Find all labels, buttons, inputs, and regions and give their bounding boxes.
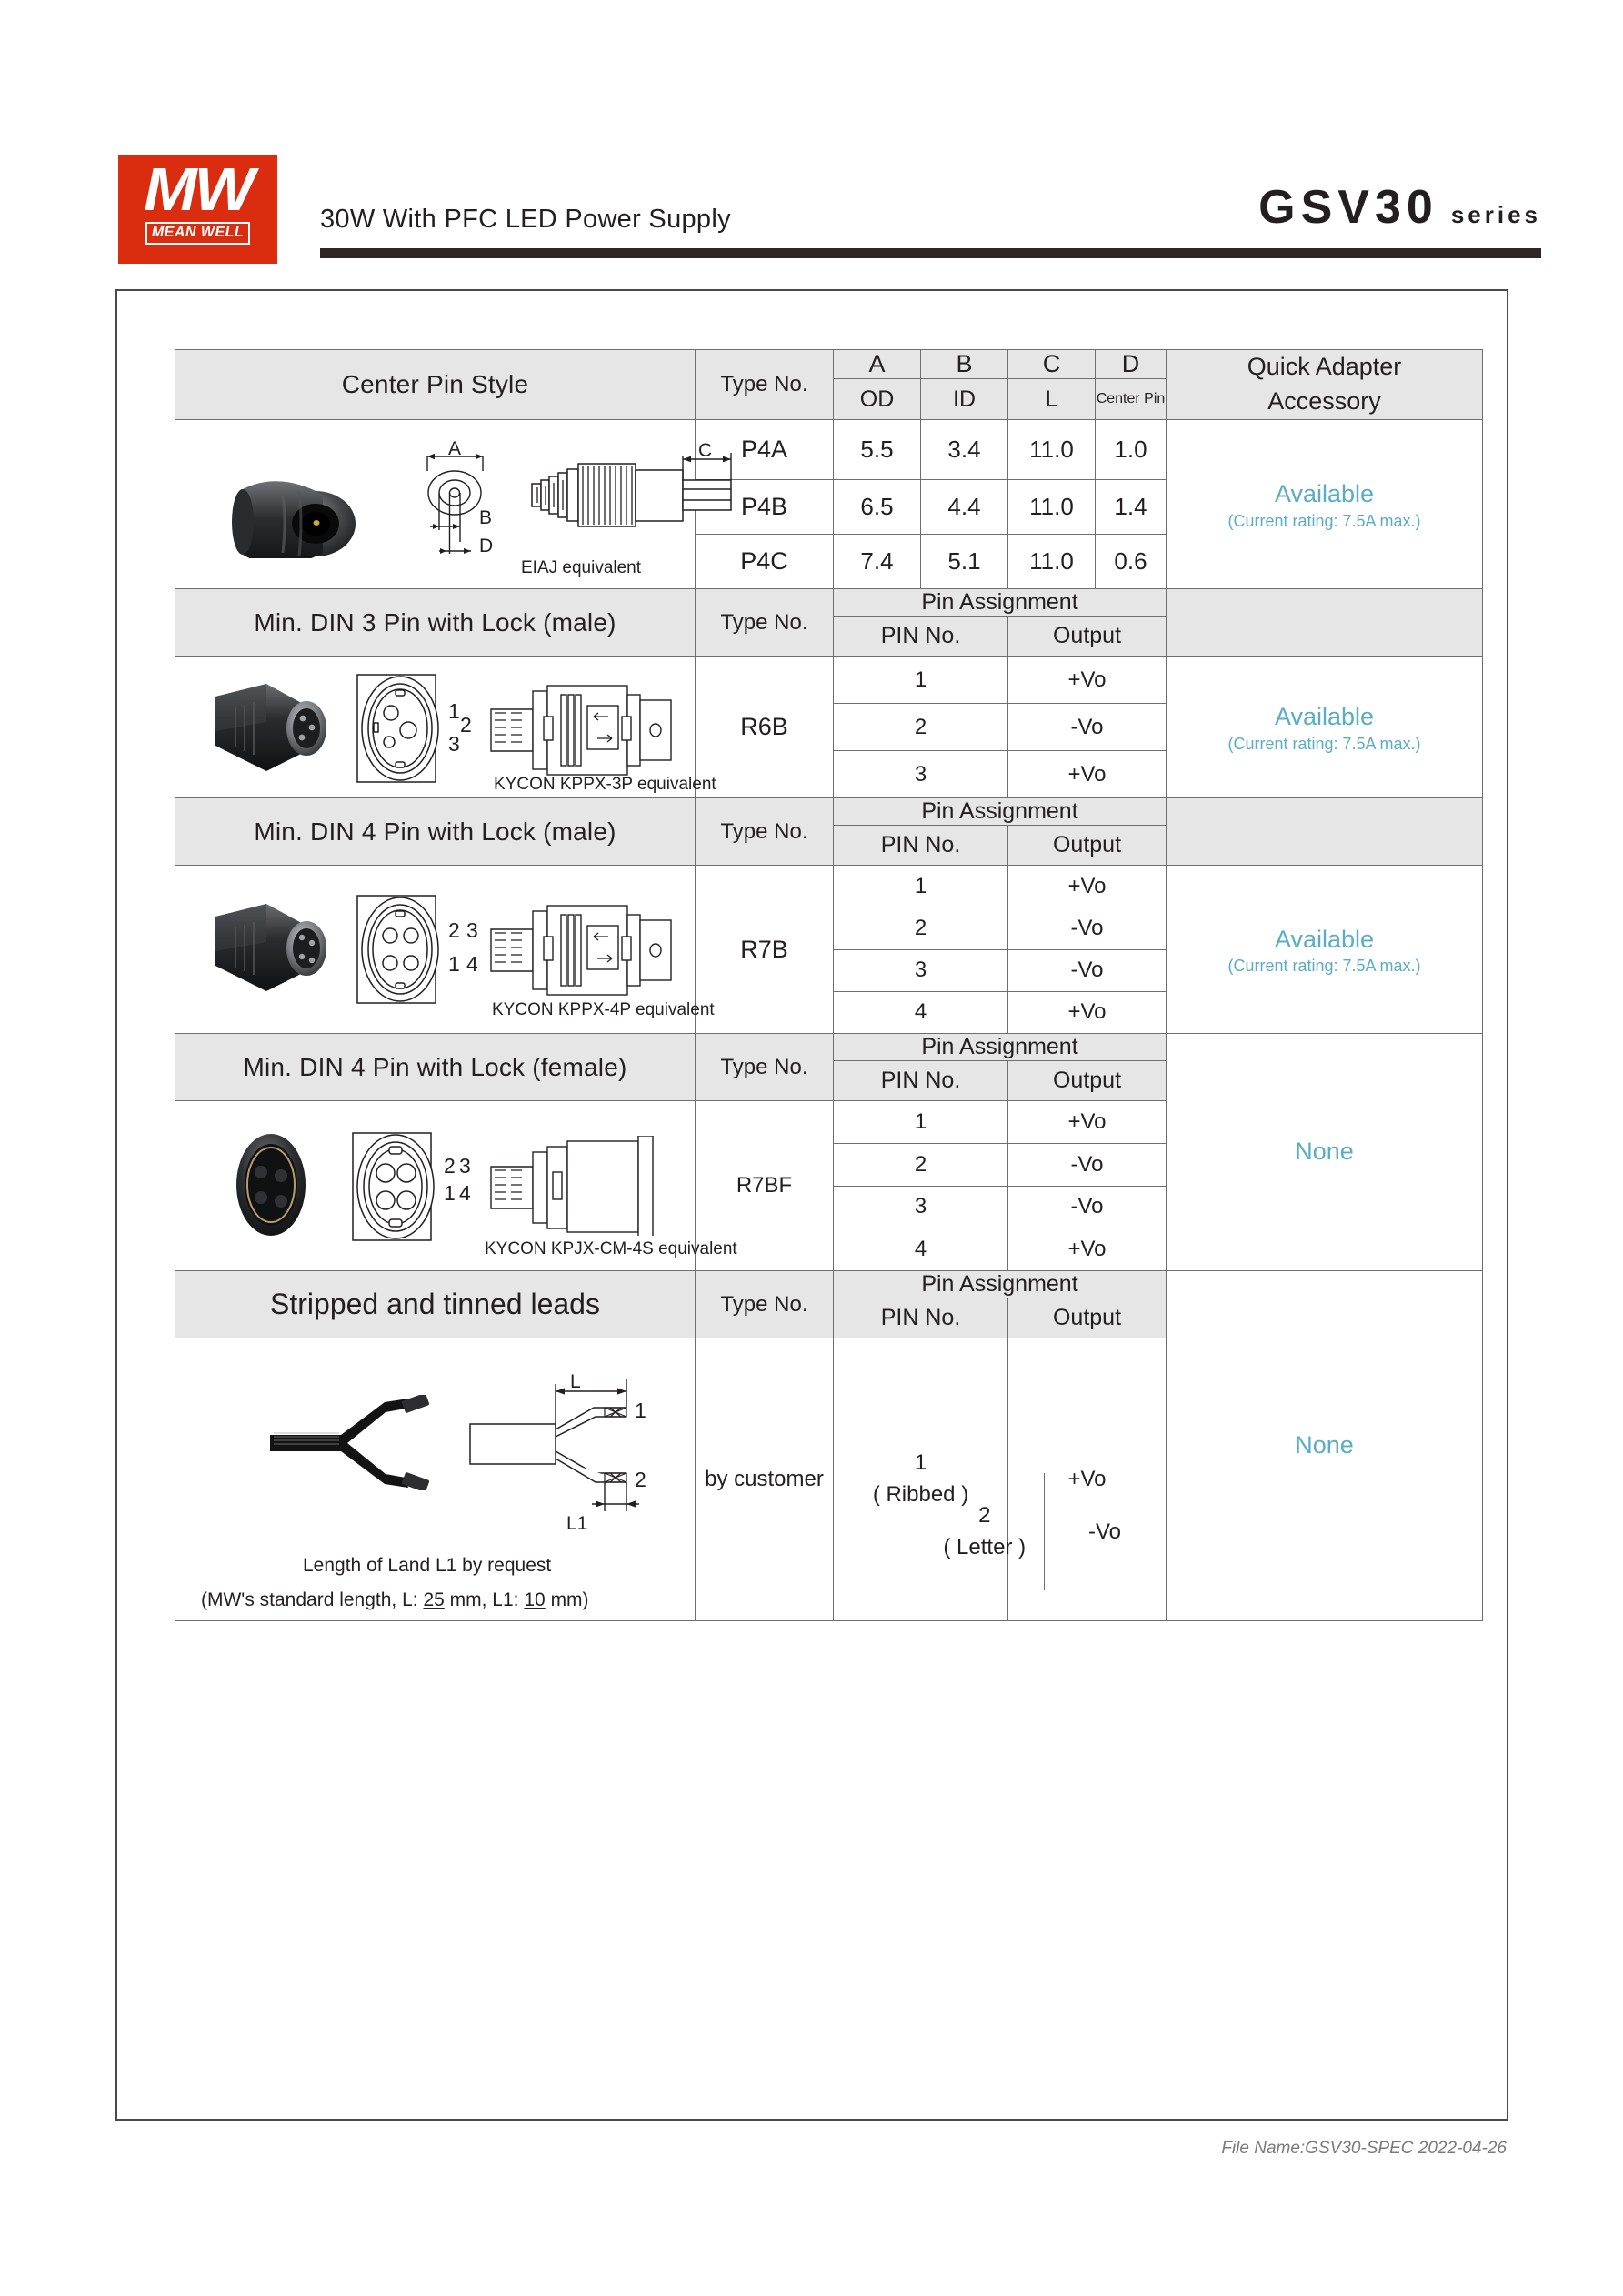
din4m-header-row bbox=[175, 798, 1483, 826]
accessory-status: Available bbox=[1274, 480, 1375, 508]
dim-header-b: B bbox=[921, 350, 1008, 379]
leads-header-row bbox=[175, 1271, 1483, 1298]
din4-male-pin-label-4: 4 bbox=[466, 952, 478, 976]
header-output: Output bbox=[1008, 826, 1167, 866]
header-rule bbox=[320, 248, 1541, 258]
din4m-pin-no-3: 3 bbox=[834, 949, 1008, 991]
leads-diagram-cell bbox=[175, 1338, 696, 1621]
din4f-header-row bbox=[175, 1034, 1483, 1061]
type-no-r7b: R7B bbox=[696, 866, 834, 1034]
header-type-no: Type No. bbox=[696, 350, 834, 420]
header-type-no: Type No. bbox=[696, 798, 834, 866]
accessory-column-header bbox=[1167, 350, 1483, 420]
dimension-label-a: A bbox=[448, 438, 462, 459]
din3-front-view-diagram bbox=[353, 670, 457, 787]
leads-dim-label-l1: L1 bbox=[566, 1513, 588, 1534]
footer-file-name: File Name:GSV30-SPEC 2022-04-26 bbox=[1221, 2139, 1507, 2158]
din4f-output-2: -Vo bbox=[1008, 1143, 1167, 1186]
din4m-output-3: -Vo bbox=[1008, 949, 1167, 991]
din4m-pin-no-1: 1 bbox=[834, 866, 1008, 907]
type-no-p4c: P4C bbox=[696, 535, 834, 589]
dim-subheader-l: L bbox=[1008, 379, 1096, 420]
din3-output-1: +Vo bbox=[1008, 657, 1167, 704]
din4m-pin-no-2: 2 bbox=[834, 907, 1008, 949]
din3-pin-no-3: 3 bbox=[834, 751, 1008, 798]
din4-female-caption: KYCON KPJX-CM-4S equivalent bbox=[485, 1239, 737, 1258]
header-pin-no: PIN No. bbox=[834, 1298, 1008, 1338]
accessory-status: Available bbox=[1274, 703, 1375, 731]
p4b-center-pin: 1.4 bbox=[1096, 480, 1167, 535]
p4a-od: 5.5 bbox=[834, 420, 921, 480]
din4m-pin-no-4: 4 bbox=[834, 991, 1008, 1033]
dim-header-c: C bbox=[1008, 350, 1096, 379]
leads-pin2-row-table bbox=[926, 1473, 1482, 1590]
din4-female-pin-label-1: 1 bbox=[444, 1181, 456, 1205]
accessory-note: (Current rating: 7.5A max.) bbox=[1227, 957, 1421, 976]
din3-side-view-diagram bbox=[489, 678, 698, 778]
din4-male-pin-label-1: 1 bbox=[448, 952, 460, 976]
table-row bbox=[175, 657, 1483, 704]
type-no-by-customer: by customer bbox=[696, 1338, 834, 1621]
din4f-pin-no-2: 2 bbox=[834, 1143, 1008, 1186]
section-title-din3-male: Min. DIN 3 Pin with Lock (male) bbox=[175, 589, 696, 657]
leads-pin-no-cell-2 bbox=[926, 1473, 1044, 1590]
type-no-r6b: R6B bbox=[696, 657, 834, 798]
din4-male-pin-label-2: 2 bbox=[448, 918, 460, 942]
leads-standard-l1-value: 10 bbox=[524, 1589, 546, 1610]
dim-header-d: D bbox=[1096, 350, 1167, 379]
logo-mw-text: MW bbox=[144, 155, 252, 224]
accessory-din3 bbox=[1167, 657, 1483, 798]
din4-female-pin-label-4: 4 bbox=[459, 1181, 471, 1205]
accessory-spacer bbox=[1167, 589, 1483, 657]
header-pin-assignment: Pin Assignment bbox=[834, 1271, 1167, 1298]
din3-diagram-cell bbox=[175, 657, 716, 798]
leads-note-middle: mm, L1: bbox=[449, 1589, 519, 1610]
din4f-pin-no-4: 4 bbox=[834, 1228, 1008, 1271]
accessory-center-pin bbox=[1167, 420, 1483, 589]
din4-female-side-view-diagram bbox=[489, 1136, 685, 1236]
din4m-output-4: +Vo bbox=[1008, 991, 1167, 1033]
dim-header-a: A bbox=[834, 350, 921, 379]
product-subtitle: 30W With PFC LED Power Supply bbox=[320, 205, 731, 234]
leads-note-suffix: mm) bbox=[550, 1589, 589, 1610]
meanwell-logo bbox=[118, 155, 277, 264]
din4-male-connector-photo bbox=[212, 900, 335, 996]
din3-pin-no-1: 1 bbox=[834, 657, 1008, 704]
din4-female-diagram-cell bbox=[175, 1101, 737, 1271]
leads-output-2: -Vo bbox=[1044, 1473, 1166, 1590]
accessory-din4-male bbox=[1167, 866, 1483, 1034]
leads-output-1: +Vo bbox=[1008, 1338, 1167, 1621]
section-title-din4-female: Min. DIN 4 Pin with Lock (female) bbox=[175, 1034, 696, 1101]
dim-subheader-od: OD bbox=[834, 379, 921, 420]
din4-female-front-view-diagram bbox=[348, 1128, 453, 1245]
header-pin-no: PIN No. bbox=[834, 617, 1008, 657]
accessory-spacer bbox=[1167, 798, 1483, 866]
section-title-din4-male: Min. DIN 4 Pin with Lock (male) bbox=[175, 798, 696, 866]
table-row bbox=[926, 1473, 1482, 1590]
barrel-plug-photo bbox=[228, 458, 365, 558]
header-pin-assignment: Pin Assignment bbox=[834, 798, 1167, 826]
table-row bbox=[175, 420, 1483, 480]
dimension-label-c: C bbox=[698, 440, 713, 461]
center-pin-diagram-cell bbox=[175, 420, 713, 589]
p4b-l: 11.0 bbox=[1008, 480, 1096, 535]
din3-output-2: -Vo bbox=[1008, 704, 1167, 751]
dim-subheader-id: ID bbox=[921, 379, 1008, 420]
p4c-od: 7.4 bbox=[834, 535, 921, 589]
header-output: Output bbox=[1008, 1298, 1167, 1338]
p4a-center-pin: 1.0 bbox=[1096, 420, 1167, 480]
din4-male-caption: KYCON KPPX-4P equivalent bbox=[492, 1000, 715, 1019]
din4-male-side-view-diagram bbox=[489, 898, 698, 998]
section-title-center-pin: Center Pin Style bbox=[175, 350, 696, 420]
din4m-output-1: +Vo bbox=[1008, 866, 1167, 907]
connector-options-table bbox=[175, 349, 1483, 1621]
accessory-header-line-2: Accessory bbox=[1267, 387, 1381, 415]
header-pin-assignment: Pin Assignment bbox=[834, 1034, 1167, 1061]
section-title-leads: Stripped and tinned leads bbox=[175, 1271, 696, 1338]
din3-pin-label-1: 1 bbox=[448, 699, 460, 723]
header-type-no: Type No. bbox=[696, 589, 834, 657]
center-pin-header-row bbox=[175, 350, 1483, 379]
din4-male-front-view-diagram bbox=[353, 891, 457, 1008]
header-pin-no: PIN No. bbox=[834, 1061, 1008, 1101]
logo-meanwell-text: MEAN WELL bbox=[145, 222, 250, 245]
p4b-od: 6.5 bbox=[834, 480, 921, 535]
table-row bbox=[175, 866, 1483, 907]
dimension-label-d: D bbox=[479, 536, 494, 556]
p4a-id: 3.4 bbox=[921, 420, 1008, 480]
header-output: Output bbox=[1008, 1061, 1167, 1101]
leads-pin-qualifier-1: ( Ribbed ) bbox=[872, 1482, 969, 1507]
accessory-note: (Current rating: 7.5A max.) bbox=[1227, 511, 1421, 530]
type-no-p4b: P4B bbox=[696, 480, 834, 535]
din3-pin-no-2: 2 bbox=[834, 704, 1008, 751]
din3-output-3: +Vo bbox=[1008, 751, 1167, 798]
header-pin-no: PIN No. bbox=[834, 826, 1008, 866]
center-pin-side-profile-diagram bbox=[530, 447, 771, 547]
model-name: GSV30 bbox=[1258, 181, 1438, 234]
leads-note-prefix: (MW's standard length, L: bbox=[201, 1589, 418, 1610]
din3-connector-photo bbox=[212, 680, 335, 776]
series-word: series bbox=[1450, 201, 1541, 228]
p4a-l: 11.0 bbox=[1008, 420, 1096, 480]
din4f-output-1: +Vo bbox=[1008, 1101, 1167, 1144]
header-pin-assignment: Pin Assignment bbox=[834, 589, 1167, 617]
p4b-id: 4.4 bbox=[921, 480, 1008, 535]
leads-wire-number-1: 1 bbox=[635, 1399, 646, 1422]
type-no-r7bf: R7BF bbox=[696, 1101, 834, 1271]
leads-dim-label-l: L bbox=[570, 1371, 581, 1392]
p4c-center-pin: 0.6 bbox=[1096, 535, 1167, 589]
din4-female-pin-label-3: 3 bbox=[459, 1154, 471, 1178]
stripped-leads-photo bbox=[266, 1395, 466, 1490]
leads-pin-no-2: 2 bbox=[978, 1502, 991, 1528]
din3-pin-label-2: 2 bbox=[460, 713, 472, 737]
din4-female-connector-photo bbox=[221, 1130, 321, 1239]
page-header bbox=[0, 0, 1623, 273]
type-no-p4a: P4A bbox=[696, 420, 834, 480]
din3-caption: KYCON KPPX-3P equivalent bbox=[494, 775, 716, 794]
accessory-header-line-1: Quick Adapter bbox=[1247, 353, 1402, 381]
din4m-output-2: -Vo bbox=[1008, 907, 1167, 949]
leads-pin-no-1: 1 bbox=[914, 1450, 927, 1476]
header-type-no: Type No. bbox=[696, 1271, 834, 1338]
dimension-label-b: B bbox=[479, 507, 493, 528]
center-pin-caption: EIAJ equivalent bbox=[521, 558, 642, 577]
header-output: Output bbox=[1008, 617, 1167, 657]
dim-subheader-center-pin: Center Pin bbox=[1096, 379, 1167, 420]
accessory-status: Available bbox=[1274, 925, 1375, 953]
leads-note-land-length: Length of Land L1 by request bbox=[303, 1555, 552, 1576]
din4f-output-4: +Vo bbox=[1008, 1228, 1167, 1271]
header-type-no: Type No. bbox=[696, 1034, 834, 1101]
accessory-status: None bbox=[1295, 1431, 1354, 1459]
din3-header-row bbox=[175, 589, 1483, 617]
din4-male-pin-label-3: 3 bbox=[466, 918, 478, 942]
stripped-leads-technical-diagram bbox=[466, 1371, 730, 1535]
leads-pin-qualifier-2: ( Letter ) bbox=[943, 1534, 1027, 1559]
din4f-output-3: -Vo bbox=[1008, 1186, 1167, 1228]
din3-pin-label-3: 3 bbox=[448, 732, 460, 756]
p4c-l: 11.0 bbox=[1008, 535, 1096, 589]
din4-female-pin-label-2: 2 bbox=[444, 1154, 456, 1178]
leads-note-standard-length bbox=[201, 1589, 589, 1611]
din4-male-diagram-cell bbox=[175, 866, 715, 1034]
din4f-pin-no-3: 3 bbox=[834, 1186, 1008, 1228]
p4c-id: 5.1 bbox=[921, 535, 1008, 589]
accessory-note: (Current rating: 7.5A max.) bbox=[1227, 734, 1421, 753]
accessory-status: None bbox=[1295, 1138, 1354, 1166]
accessory-din4-female bbox=[1167, 1034, 1483, 1271]
series-title bbox=[1258, 180, 1541, 235]
leads-standard-l-value: 25 bbox=[423, 1589, 445, 1610]
din4f-pin-no-1: 1 bbox=[834, 1101, 1008, 1144]
leads-wire-number-2: 2 bbox=[635, 1468, 646, 1491]
